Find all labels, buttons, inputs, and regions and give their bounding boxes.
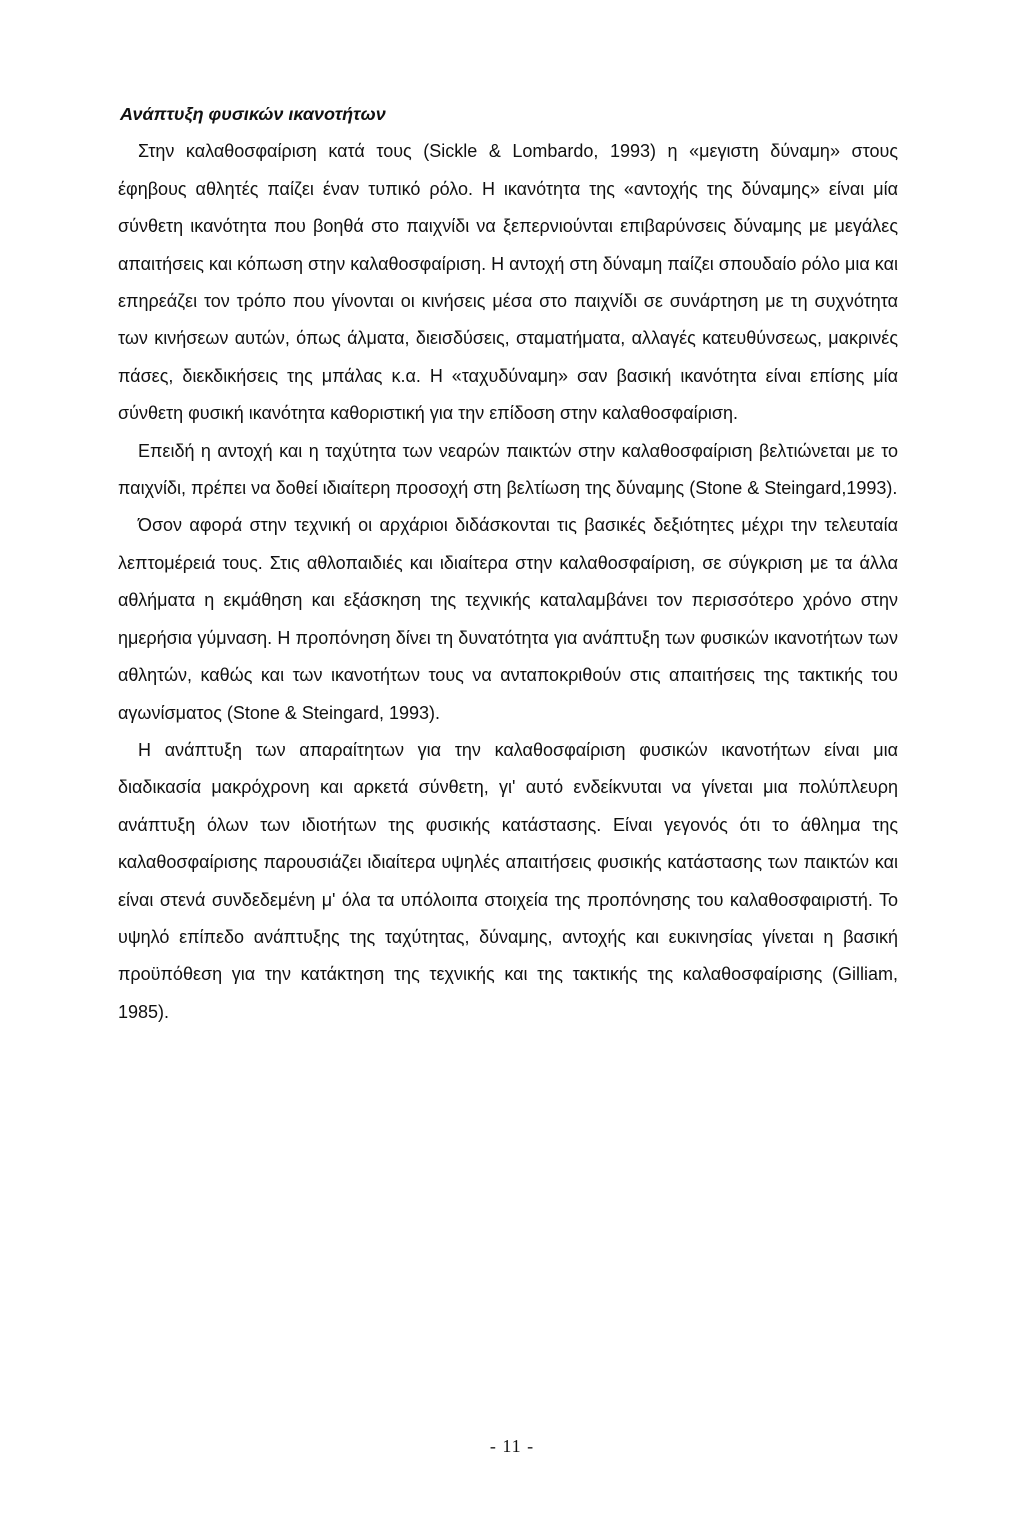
paragraph-technique: Όσον αφορά στην τεχνική οι αρχάριοι διδάσκονται τις βασικές δεξιότητες μέχρι την τελευταία λεπτομέρειά τους. Στις αθλοπαιδιές και ιδιαίτερα στην καλαθοσφαίριση, σε σύγκριση με τα άλλα αθλήματα η εκμάθηση και εξάσκηση της τεχνικής καταλαμβάνει τον περισσότερο χρόνο στην ημερήσια γύμναση. Η προπόνηση δίνει τη δυνατότητα για ανάπτυξη των φυσικών ικανοτήτων των αθλητών, καθώς και των ικανοτήτων τους να ανταποκριθούν στις απαιτήσεις της τακτικής του αγωνίσματος (Stone & Steingard, 1993).: [118, 515, 898, 723]
section-heading: Ανάπτυξη φυσικών ικανοτήτων: [120, 104, 386, 124]
paragraph-strength: Στην καλαθοσφαίριση κατά τους (Sickle & Lombardo, 1993) η «μεγιστη δύναμη» στους έφηβους αθλητές παίζει έναν τυπικό ρόλο. Η ικανότητα της «αντοχής της δύναμης» είναι μία σύνθετη ικανότητα που βοηθά στο παιχνίδι να ξεπερνιούνται επιβαρύνσεις δύναμης με μεγάλες απαιτήσεις και κόπωση στην καλαθοσφαίριση. Η αντοχή στη δύναμη παίζει σπουδαίο ρόλο μια και επηρεάζει τον τρόπο που γίνονται οι κινήσεις μέσα στο παιχνίδι σε συνάρτηση με τη συχνότητα των κινήσεων αυτών, όπως άλματα, διεισδύσεις, σταματήματα, αλλαγές κατευθύνσεως, μακρινές πάσες, διεκδικήσεις της μπάλας κ.α. Η «ταχυδύναμη» σαν βασική ικανότητα είναι επίσης μία σύνθετη φυσική ικανότητα καθοριστική για την επίδοση στην καλαθοσφαίριση.: [118, 141, 898, 424]
paragraph-physical-development: Η ανάπτυξη των απαραίτητων για την καλαθοσφαίριση φυσικών ικανοτήτων είναι μια διαδικασία μακρόχρονη και αρκετά σύνθετη, γι' αυτό ενδείκνυται να γίνεται μια πολύπλευρη ανάπτυξη όλων των ιδιοτήτων της φυσικής κατάστασης. Είναι γεγονός ότι το άθλημα της καλαθοσφαίρισης παρουσιάζει ιδιαίτερα υψηλές απαιτήσεις φυσικής κατάστασης των παικτών και είναι στενά συνδεδεμένη μ' όλα τα υπόλοιπα στοιχεία της προπόνησης του καλαθοσφαιριστή. Το υψηλό επίπεδο ανάπτυξης της ταχύτητας, δύναμης, αντοχής και ευκινησίας γίνεται η βασική προϋπόθεση για την κατάκτηση της τεχνικής και της τακτικής της καλαθοσφαίρισης (Gilliam, 1985).: [118, 739, 898, 1022]
page-body: [118, 96, 898, 1031]
paragraph-endurance: Επειδή η αντοχή και η ταχύτητα των νεαρών παικτών στην καλαθοσφαίριση βελτιώνεται με το παιχνίδι, πρέπει να δοθεί ιδιαίτερη προσοχή στη βελτίωση της δύναμης (Stone & Steingard,1993).: [118, 440, 898, 499]
page-number: - 11 -: [489, 1436, 535, 1456]
